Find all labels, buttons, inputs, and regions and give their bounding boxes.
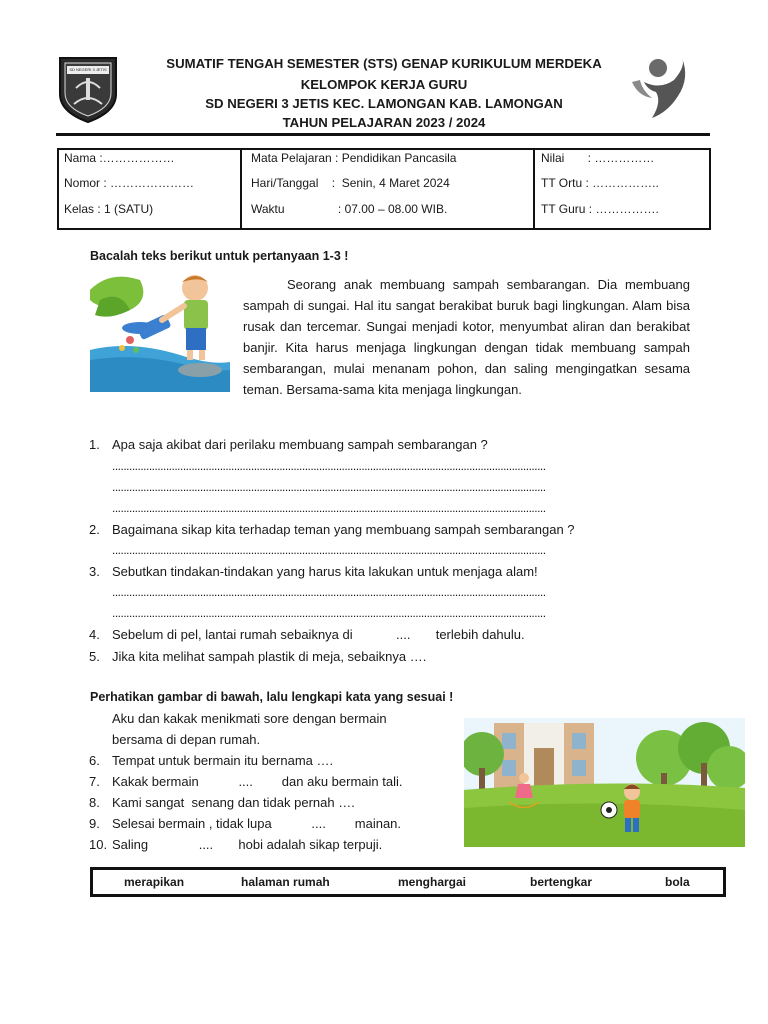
field-nomor[interactable]: Nomor : ………………… [64,176,195,190]
q5-number: 5. [89,649,100,664]
word-bank [90,867,726,897]
section2-intro-1: Aku dan kakak menikmati sore dengan bermain [112,711,387,726]
word-menghargai: menghargai [398,875,467,889]
field-hari: Hari/Tanggal : Senin, 4 Maret 2024 [251,176,450,190]
q2-number: 2. [89,522,100,537]
field-tt-ortu[interactable]: TT Ortu : …………….. [541,176,659,190]
field-kelas: Kelas : 1 (SATU) [64,202,154,216]
header-title: SUMATIF TENGAH SEMESTER (STS) GENAP KURIKULUM MERDEKA [166,56,602,71]
tut-wuri-logo [630,56,690,122]
q1-text: Apa saja akibat dari perilaku membuang sampah sembarangan ? [112,437,488,452]
field-nama[interactable]: Nama :……………… [64,151,175,165]
word-halaman-rumah: halaman rumah [241,875,330,889]
q2-text: Bagaimana sikap kita terhadap teman yang membuang sampah sembarangan ? [112,522,575,537]
q4-text: Sebelum di pel, lantai rumah sebaiknya di .... terlebih dahulu. [112,627,525,642]
q3-answer-line-1[interactable]: ......................................................................................................................................................... [112,585,546,599]
q1-answer-line-3[interactable]: ......................................................................................................................................................... [112,501,546,515]
q2-answer-line[interactable]: ......................................................................................................................................................... [112,543,546,557]
q1-answer-line-2[interactable]: ......................................................................................................................................................... [112,480,546,494]
field-tt-guru[interactable]: TT Guru : ……………. [541,202,659,216]
section2-intro-2: bersama di depan rumah. [112,732,261,747]
section2-instruction: Perhatikan gambar di bawah, lalu lengkapi kata yang sesuai ! [90,690,454,704]
field-nilai[interactable]: Nilai : …………… [541,151,655,165]
q9-text: Selesai bermain , tidak lupa .... mainan. [112,816,402,831]
info-divider-2 [533,150,535,228]
section1-instruction: Bacalah teks berikut untuk pertanyaan 1-3 ! [90,249,349,263]
q10-text: Saling .... hobi adalah sikap terpuji. [112,837,383,852]
q8-number: 8. [89,795,100,810]
q6-number: 6. [89,753,100,768]
q1-number: 1. [89,437,100,452]
q4-number: 4. [89,627,100,642]
q9-number: 9. [89,816,100,831]
q10-number: 10. [89,837,108,852]
playground-illustration [464,718,745,847]
q6-text: Tempat untuk bermain itu bernama …. [112,753,334,768]
reading-paragraph-text: Seorang anak membuang sampah sembarangan. Dia membuang sampah di sungai. Hal itu sangat berakibat buruk bagi lingkungan. Alam bisa rusak dan tercemar. Sungai menjadi kotor, menyumbat aliran dan berakibat banjir. Kita harus menjaga lingkungan dengan tidak membuang sampah sembarangan, mulai menanam pohon, dan saling mengingatkan sesama teman. Bersama-sama kita menjaga lingkungan. [243,277,690,397]
reading-paragraph [243,274,690,400]
school-logo-text: SD NEGERI 3 JETIS [69,67,107,72]
q8-text: Kami sangat senang dan tidak pernah …. [112,795,355,810]
info-divider-1 [240,150,242,228]
q5-text: Jika kita melihat sampah plastik di meja, sebaiknya …. [112,649,427,664]
header-divider [56,133,710,136]
q1-answer-line-1[interactable]: ......................................................................................................................................................... [112,459,546,473]
q3-number: 3. [89,564,100,579]
q3-answer-line-2[interactable]: ......................................................................................................................................................... [112,606,546,620]
boy-littering-illustration [90,270,230,392]
q3-text: Sebutkan tindakan-tindakan yang harus kita lakukan untuk menjaga alam! [112,564,538,579]
word-bertengkar: bertengkar [530,875,593,889]
word-bola: bola [665,875,690,889]
header-school: SD NEGERI 3 JETIS KEC. LAMONGAN KAB. LAMONGAN [205,96,563,111]
header-subtitle: KELOMPOK KERJA GURU [300,77,468,92]
q7-text: Kakak bermain .... dan aku bermain tali. [112,774,403,789]
word-merapikan: merapikan [124,875,185,889]
q7-number: 7. [89,774,100,789]
header-year: TAHUN PELAJARAN 2023 / 2024 [282,115,486,130]
field-mapel: Mata Pelajaran : Pendidikan Pancasila [251,151,457,165]
field-waktu: Waktu : 07.00 – 08.00 WIB. [251,202,448,216]
